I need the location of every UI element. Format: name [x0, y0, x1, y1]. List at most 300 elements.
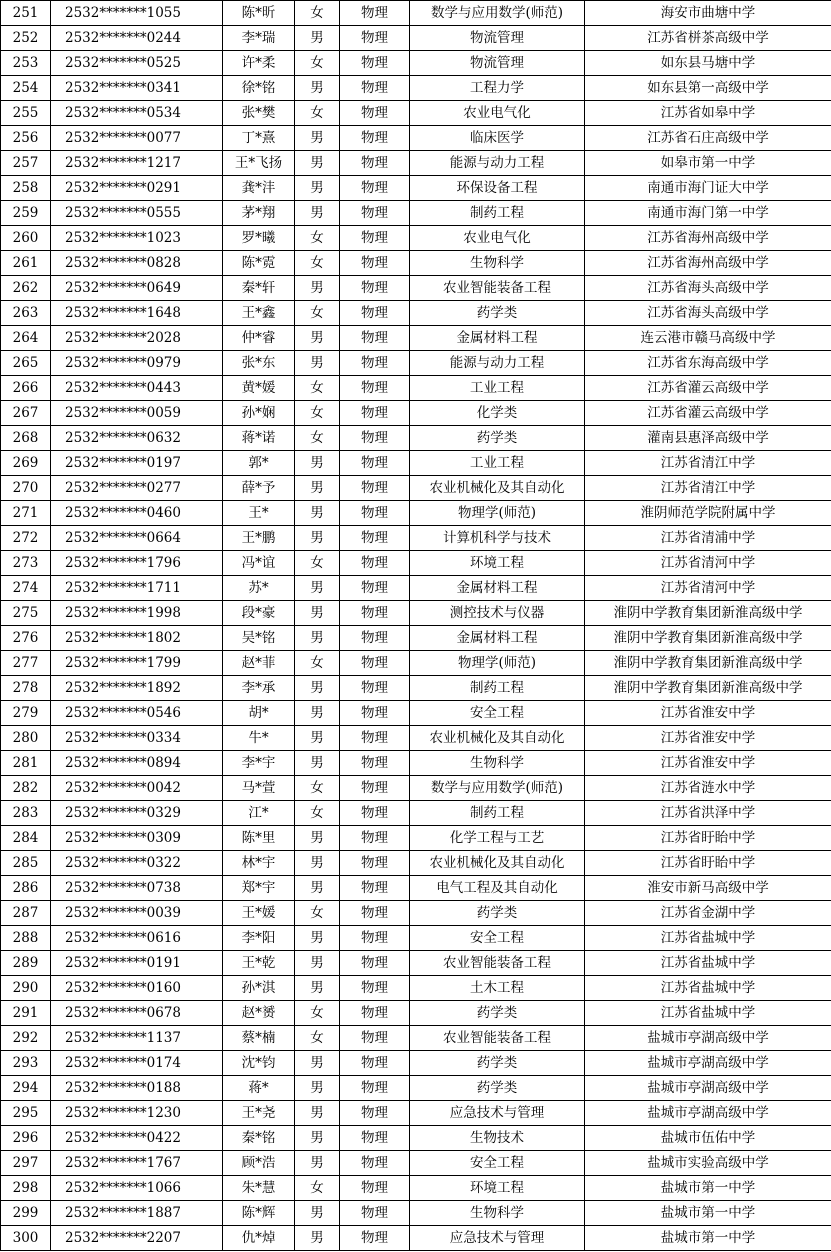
subject-cell: 物理 [340, 526, 410, 551]
exam-id-cell: 2532*******0632 [51, 426, 223, 451]
school-cell: 淮阴中学教育集团新淮高级中学 [585, 651, 831, 676]
school-cell: 江苏省涟水中学 [585, 776, 831, 801]
table-row [1, 801, 831, 826]
gender-cell: 男 [295, 501, 340, 526]
row-number-cell: 263 [1, 301, 51, 326]
exam-id-cell: 2532*******0341 [51, 76, 223, 101]
row-number-cell: 253 [1, 51, 51, 76]
gender-cell: 男 [295, 526, 340, 551]
school-cell: 江苏省海头高级中学 [585, 301, 831, 326]
table-row [1, 1101, 831, 1126]
row-number-cell: 273 [1, 551, 51, 576]
table-row [1, 301, 831, 326]
exam-id-cell: 2532*******0188 [51, 1076, 223, 1101]
school-cell: 盐城市实验高级中学 [585, 1151, 831, 1176]
subject-cell: 物理 [340, 51, 410, 76]
major-cell: 农业机械化及其自动化 [410, 851, 585, 876]
row-number-cell: 277 [1, 651, 51, 676]
student-name-cell: 蒋*诺 [223, 426, 295, 451]
row-number-cell: 278 [1, 676, 51, 701]
exam-id-cell: 2532*******0277 [51, 476, 223, 501]
major-cell: 生物科学 [410, 751, 585, 776]
gender-cell: 男 [295, 851, 340, 876]
school-cell: 连云港市赣马高级中学 [585, 326, 831, 351]
school-cell: 江苏省栟茶高级中学 [585, 26, 831, 51]
gender-cell: 女 [295, 376, 340, 401]
subject-cell: 物理 [340, 376, 410, 401]
exam-id-cell: 2532*******1892 [51, 676, 223, 701]
major-cell: 化学类 [410, 401, 585, 426]
school-cell: 江苏省盐城中学 [585, 1001, 831, 1026]
table-row [1, 1, 831, 26]
subject-cell: 物理 [340, 1051, 410, 1076]
student-name-cell: 蒋* [223, 1076, 295, 1101]
student-name-cell: 蔡*楠 [223, 1026, 295, 1051]
exam-id-cell: 2532*******1230 [51, 1101, 223, 1126]
table-row [1, 1226, 831, 1251]
school-cell: 海安市曲塘中学 [585, 1, 831, 26]
school-cell: 盐城市第一中学 [585, 1201, 831, 1226]
gender-cell: 男 [295, 276, 340, 301]
row-number-cell: 262 [1, 276, 51, 301]
student-name-cell: 丁*熹 [223, 126, 295, 151]
row-number-cell: 280 [1, 726, 51, 751]
table-row [1, 501, 831, 526]
subject-cell: 物理 [340, 901, 410, 926]
table-row [1, 876, 831, 901]
table-row [1, 751, 831, 776]
row-number-cell: 259 [1, 201, 51, 226]
row-number-cell: 252 [1, 26, 51, 51]
gender-cell: 女 [295, 226, 340, 251]
student-name-cell: 李*宇 [223, 751, 295, 776]
exam-id-cell: 2532*******0460 [51, 501, 223, 526]
school-cell: 江苏省清河中学 [585, 576, 831, 601]
major-cell: 能源与动力工程 [410, 351, 585, 376]
school-cell: 如皋市第一中学 [585, 151, 831, 176]
table-row [1, 426, 831, 451]
school-cell: 江苏省如皋中学 [585, 101, 831, 126]
gender-cell: 男 [295, 76, 340, 101]
major-cell: 电气工程及其自动化 [410, 876, 585, 901]
subject-cell: 物理 [340, 1001, 410, 1026]
exam-id-cell: 2532*******0309 [51, 826, 223, 851]
major-cell: 环境工程 [410, 1176, 585, 1201]
row-number-cell: 296 [1, 1126, 51, 1151]
student-name-cell: 秦*铭 [223, 1126, 295, 1151]
student-name-cell: 冯*谊 [223, 551, 295, 576]
exam-id-cell: 2532*******0244 [51, 26, 223, 51]
table-row [1, 401, 831, 426]
table-row [1, 676, 831, 701]
gender-cell: 女 [295, 101, 340, 126]
major-cell: 安全工程 [410, 926, 585, 951]
major-cell: 化学工程与工艺 [410, 826, 585, 851]
exam-id-cell: 2532*******0534 [51, 101, 223, 126]
student-name-cell: 赵*菲 [223, 651, 295, 676]
gender-cell: 男 [295, 1101, 340, 1126]
subject-cell: 物理 [340, 201, 410, 226]
subject-cell: 物理 [340, 701, 410, 726]
row-number-cell: 265 [1, 351, 51, 376]
row-number-cell: 290 [1, 976, 51, 1001]
gender-cell: 女 [295, 251, 340, 276]
subject-cell: 物理 [340, 151, 410, 176]
gender-cell: 女 [295, 1, 340, 26]
subject-cell: 物理 [340, 676, 410, 701]
subject-cell: 物理 [340, 726, 410, 751]
row-number-cell: 266 [1, 376, 51, 401]
major-cell: 金属材料工程 [410, 576, 585, 601]
table-row [1, 726, 831, 751]
table-row [1, 1126, 831, 1151]
exam-id-cell: 2532*******1802 [51, 626, 223, 651]
student-name-cell: 郭* [223, 451, 295, 476]
gender-cell: 男 [295, 1226, 340, 1251]
table-row [1, 626, 831, 651]
exam-id-cell: 2532*******1066 [51, 1176, 223, 1201]
student-name-cell: 牛* [223, 726, 295, 751]
row-number-cell: 299 [1, 1201, 51, 1226]
subject-cell: 物理 [340, 1101, 410, 1126]
subject-cell: 物理 [340, 1226, 410, 1251]
subject-cell: 物理 [340, 426, 410, 451]
exam-id-cell: 2532*******0555 [51, 201, 223, 226]
major-cell: 药学类 [410, 1076, 585, 1101]
major-cell: 计算机科学与技术 [410, 526, 585, 551]
table-row [1, 851, 831, 876]
subject-cell: 物理 [340, 751, 410, 776]
student-name-cell: 王*鹏 [223, 526, 295, 551]
exam-id-cell: 2532*******0678 [51, 1001, 223, 1026]
major-cell: 测控技术与仪器 [410, 601, 585, 626]
major-cell: 物流管理 [410, 26, 585, 51]
student-name-cell: 赵*赟 [223, 1001, 295, 1026]
student-name-cell: 吴*铭 [223, 626, 295, 651]
student-name-cell: 段*豪 [223, 601, 295, 626]
table-row [1, 1051, 831, 1076]
exam-id-cell: 2532*******0160 [51, 976, 223, 1001]
row-number-cell: 295 [1, 1101, 51, 1126]
table-row [1, 576, 831, 601]
exam-id-cell: 2532*******1137 [51, 1026, 223, 1051]
exam-id-cell: 2532*******2028 [51, 326, 223, 351]
gender-cell: 男 [295, 1151, 340, 1176]
major-cell: 数学与应用数学(师范) [410, 1, 585, 26]
major-cell: 生物科学 [410, 251, 585, 276]
gender-cell: 男 [295, 826, 340, 851]
gender-cell: 男 [295, 176, 340, 201]
table-row [1, 1076, 831, 1101]
major-cell: 农业机械化及其自动化 [410, 476, 585, 501]
exam-id-cell: 2532*******0329 [51, 801, 223, 826]
major-cell: 环保设备工程 [410, 176, 585, 201]
student-name-cell: 沈*钧 [223, 1051, 295, 1076]
exam-id-cell: 2532*******1799 [51, 651, 223, 676]
table-row [1, 176, 831, 201]
student-name-cell: 王*飞扬 [223, 151, 295, 176]
gender-cell: 女 [295, 801, 340, 826]
table-row [1, 776, 831, 801]
gender-cell: 男 [295, 1126, 340, 1151]
row-number-cell: 297 [1, 1151, 51, 1176]
school-cell: 江苏省清江中学 [585, 451, 831, 476]
school-cell: 江苏省洪泽中学 [585, 801, 831, 826]
major-cell: 工业工程 [410, 376, 585, 401]
major-cell: 金属材料工程 [410, 626, 585, 651]
student-name-cell: 王*媛 [223, 901, 295, 926]
subject-cell: 物理 [340, 126, 410, 151]
student-name-cell: 秦*轩 [223, 276, 295, 301]
subject-cell: 物理 [340, 1201, 410, 1226]
exam-id-cell: 2532*******0077 [51, 126, 223, 151]
school-cell: 淮安市新马高级中学 [585, 876, 831, 901]
gender-cell: 男 [295, 351, 340, 376]
subject-cell: 物理 [340, 351, 410, 376]
gender-cell: 男 [295, 151, 340, 176]
student-name-cell: 林*宇 [223, 851, 295, 876]
row-number-cell: 283 [1, 801, 51, 826]
student-name-cell: 徐*铭 [223, 76, 295, 101]
major-cell: 物流管理 [410, 51, 585, 76]
table-row [1, 476, 831, 501]
major-cell: 土木工程 [410, 976, 585, 1001]
subject-cell: 物理 [340, 451, 410, 476]
subject-cell: 物理 [340, 801, 410, 826]
table-row [1, 201, 831, 226]
row-number-cell: 284 [1, 826, 51, 851]
row-number-cell: 292 [1, 1026, 51, 1051]
table-row [1, 226, 831, 251]
row-number-cell: 274 [1, 576, 51, 601]
major-cell: 安全工程 [410, 1151, 585, 1176]
student-name-cell: 黄*媛 [223, 376, 295, 401]
major-cell: 药学类 [410, 426, 585, 451]
table-row [1, 901, 831, 926]
exam-id-cell: 2532*******1055 [51, 1, 223, 26]
student-name-cell: 张*东 [223, 351, 295, 376]
school-cell: 江苏省灌云高级中学 [585, 376, 831, 401]
school-cell: 江苏省清江中学 [585, 476, 831, 501]
subject-cell: 物理 [340, 776, 410, 801]
row-number-cell: 256 [1, 126, 51, 151]
student-name-cell: 许*柔 [223, 51, 295, 76]
exam-id-cell: 2532*******1998 [51, 601, 223, 626]
subject-cell: 物理 [340, 476, 410, 501]
gender-cell: 男 [295, 726, 340, 751]
row-number-cell: 264 [1, 326, 51, 351]
school-cell: 盐城市第一中学 [585, 1176, 831, 1201]
subject-cell: 物理 [340, 1026, 410, 1051]
row-number-cell: 282 [1, 776, 51, 801]
table-row [1, 126, 831, 151]
exam-id-cell: 2532*******0191 [51, 951, 223, 976]
table-row [1, 526, 831, 551]
school-cell: 盐城市亭湖高级中学 [585, 1101, 831, 1126]
subject-cell: 物理 [340, 101, 410, 126]
exam-id-cell: 2532*******2207 [51, 1226, 223, 1251]
major-cell: 制药工程 [410, 201, 585, 226]
student-name-cell: 陈*昕 [223, 1, 295, 26]
row-number-cell: 272 [1, 526, 51, 551]
student-name-cell: 王* [223, 501, 295, 526]
student-name-cell: 顾*浩 [223, 1151, 295, 1176]
student-name-cell: 李*承 [223, 676, 295, 701]
gender-cell: 男 [295, 26, 340, 51]
exam-id-cell: 2532*******0422 [51, 1126, 223, 1151]
student-name-cell: 胡* [223, 701, 295, 726]
row-number-cell: 271 [1, 501, 51, 526]
school-cell: 江苏省海州高级中学 [585, 251, 831, 276]
exam-id-cell: 2532*******1767 [51, 1151, 223, 1176]
subject-cell: 物理 [340, 626, 410, 651]
gender-cell: 男 [295, 576, 340, 601]
gender-cell: 男 [295, 1076, 340, 1101]
major-cell: 生物科学 [410, 1201, 585, 1226]
exam-id-cell: 2532*******0664 [51, 526, 223, 551]
school-cell: 江苏省盱眙中学 [585, 826, 831, 851]
subject-cell: 物理 [340, 276, 410, 301]
student-name-cell: 孙*淇 [223, 976, 295, 1001]
school-cell: 江苏省淮安中学 [585, 751, 831, 776]
exam-id-cell: 2532*******0334 [51, 726, 223, 751]
gender-cell: 男 [295, 876, 340, 901]
school-cell: 江苏省海头高级中学 [585, 276, 831, 301]
gender-cell: 女 [295, 1026, 340, 1051]
table-row [1, 251, 831, 276]
exam-id-cell: 2532*******0616 [51, 926, 223, 951]
row-number-cell: 294 [1, 1076, 51, 1101]
row-number-cell: 300 [1, 1226, 51, 1251]
gender-cell: 男 [295, 951, 340, 976]
table-row [1, 601, 831, 626]
subject-cell: 物理 [340, 401, 410, 426]
major-cell: 数学与应用数学(师范) [410, 776, 585, 801]
school-cell: 江苏省盱眙中学 [585, 851, 831, 876]
exam-id-cell: 2532*******1023 [51, 226, 223, 251]
row-number-cell: 258 [1, 176, 51, 201]
row-number-cell: 267 [1, 401, 51, 426]
school-cell: 江苏省淮安中学 [585, 726, 831, 751]
gender-cell: 男 [295, 201, 340, 226]
student-name-cell: 王*鑫 [223, 301, 295, 326]
major-cell: 安全工程 [410, 701, 585, 726]
school-cell: 灌南县惠泽高级中学 [585, 426, 831, 451]
gender-cell: 女 [295, 551, 340, 576]
table-row [1, 551, 831, 576]
school-cell: 江苏省灌云高级中学 [585, 401, 831, 426]
gender-cell: 女 [295, 401, 340, 426]
student-name-cell: 仲*睿 [223, 326, 295, 351]
subject-cell: 物理 [340, 826, 410, 851]
row-number-cell: 298 [1, 1176, 51, 1201]
major-cell: 农业智能装备工程 [410, 276, 585, 301]
school-cell: 盐城市第一中学 [585, 1226, 831, 1251]
exam-id-cell: 2532*******0649 [51, 276, 223, 301]
table-row [1, 651, 831, 676]
row-number-cell: 261 [1, 251, 51, 276]
subject-cell: 物理 [340, 651, 410, 676]
table-row [1, 1151, 831, 1176]
school-cell: 江苏省盐城中学 [585, 976, 831, 1001]
row-number-cell: 286 [1, 876, 51, 901]
major-cell: 金属材料工程 [410, 326, 585, 351]
gender-cell: 女 [295, 1176, 340, 1201]
exam-id-cell: 2532*******0738 [51, 876, 223, 901]
subject-cell: 物理 [340, 1076, 410, 1101]
school-cell: 淮阴师范学院附属中学 [585, 501, 831, 526]
major-cell: 农业机械化及其自动化 [410, 726, 585, 751]
table-row [1, 1176, 831, 1201]
student-name-cell: 陈*里 [223, 826, 295, 851]
exam-id-cell: 2532*******0979 [51, 351, 223, 376]
school-cell: 盐城市亭湖高级中学 [585, 1026, 831, 1051]
major-cell: 物理学(师范) [410, 501, 585, 526]
school-cell: 淮阴中学教育集团新淮高级中学 [585, 626, 831, 651]
school-cell: 如东县第一高级中学 [585, 76, 831, 101]
table-row [1, 926, 831, 951]
subject-cell: 物理 [340, 301, 410, 326]
table-row [1, 51, 831, 76]
table-row [1, 76, 831, 101]
gender-cell: 女 [295, 651, 340, 676]
school-cell: 淮阴中学教育集团新淮高级中学 [585, 601, 831, 626]
student-name-cell: 仇*焯 [223, 1226, 295, 1251]
major-cell: 制药工程 [410, 801, 585, 826]
major-cell: 药学类 [410, 301, 585, 326]
table-row [1, 351, 831, 376]
school-cell: 江苏省金湖中学 [585, 901, 831, 926]
gender-cell: 男 [295, 676, 340, 701]
gender-cell: 女 [295, 776, 340, 801]
table-row [1, 101, 831, 126]
gender-cell: 男 [295, 751, 340, 776]
major-cell: 药学类 [410, 1051, 585, 1076]
student-name-cell: 张*樊 [223, 101, 295, 126]
subject-cell: 物理 [340, 576, 410, 601]
gender-cell: 男 [295, 1201, 340, 1226]
subject-cell: 物理 [340, 1151, 410, 1176]
student-name-cell: 龚*沣 [223, 176, 295, 201]
gender-cell: 男 [295, 451, 340, 476]
exam-id-cell: 2532*******1711 [51, 576, 223, 601]
gender-cell: 男 [295, 326, 340, 351]
major-cell: 工程力学 [410, 76, 585, 101]
student-name-cell: 茅*翔 [223, 201, 295, 226]
school-cell: 江苏省淮安中学 [585, 701, 831, 726]
exam-id-cell: 2532*******1796 [51, 551, 223, 576]
row-number-cell: 276 [1, 626, 51, 651]
school-cell: 江苏省盐城中学 [585, 951, 831, 976]
student-name-cell: 王*尧 [223, 1101, 295, 1126]
row-number-cell: 269 [1, 451, 51, 476]
table-row [1, 276, 831, 301]
major-cell: 生物技术 [410, 1126, 585, 1151]
exam-id-cell: 2532*******1217 [51, 151, 223, 176]
exam-id-cell: 2532*******0525 [51, 51, 223, 76]
student-name-cell: 李*阳 [223, 926, 295, 951]
row-number-cell: 254 [1, 76, 51, 101]
school-cell: 江苏省盐城中学 [585, 926, 831, 951]
row-number-cell: 260 [1, 226, 51, 251]
subject-cell: 物理 [340, 1126, 410, 1151]
school-cell: 盐城市亭湖高级中学 [585, 1076, 831, 1101]
major-cell: 药学类 [410, 1001, 585, 1026]
table-row [1, 376, 831, 401]
gender-cell: 男 [295, 701, 340, 726]
row-number-cell: 291 [1, 1001, 51, 1026]
subject-cell: 物理 [340, 26, 410, 51]
